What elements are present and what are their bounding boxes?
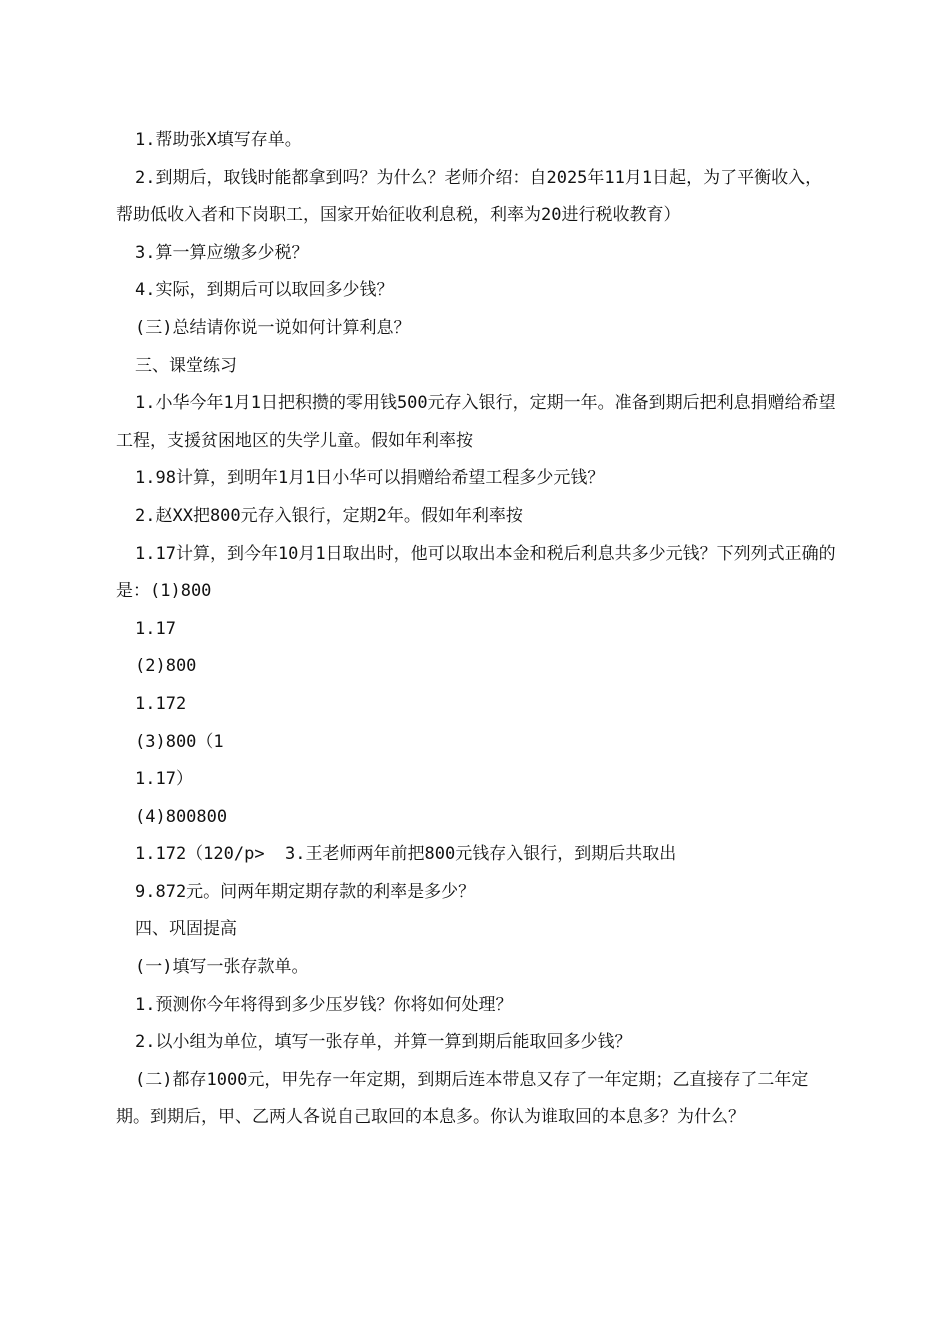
paragraph-exercise-2-cont: 1.17计算，到今年10月1日取出时，他可以取出本金和税后利息共多少元钱？下列列式正确的是：(1)800 xyxy=(116,543,836,602)
paragraph-predict-money: 1.预测你今年将得到多少压岁钱？你将如何处理？ xyxy=(135,994,513,1015)
paragraph-fill-deposit-slip: 1.帮助张X填写存单。 xyxy=(135,130,302,150)
paragraph-option-line: 1.172 xyxy=(135,693,187,714)
paragraph-option-line: (2)800 xyxy=(135,656,197,677)
section-heading-classroom-practice: 三、课堂练习 xyxy=(135,355,237,376)
paragraph-exercise-3: 1.172（120/p> 3.王老师两年前把800元钱存入银行，到期后共取出 xyxy=(135,844,677,865)
paragraph-exercise-1: 1.小华今年1月1日把积攒的零用钱500元存入银行，定期一年。准备到期后把利息捐赠给希望工程，支援贫困地区的失学儿童。假如年利率按 xyxy=(116,393,836,451)
document-body xyxy=(116,122,836,1137)
paragraph-interest-tax-intro: 2.到期后，取钱时能都拿到吗？为什么？老师介绍：自2025年11月1日起，为了平衡收入，帮助低收入者和下岗职工，国家开始征收利息税，利率为20进行税收教育） xyxy=(116,167,823,226)
paragraph-exercise-1-cont: 1.98计算，到明年1月1日小华可以捐赠给希望工程多少元钱？ xyxy=(135,468,605,489)
paragraph-fill-deposit-form: (一)填写一张存款单。 xyxy=(135,957,309,978)
paragraph-exercise-2: 2.赵XX把800元存入银行，定期2年。假如年利率按 xyxy=(135,505,523,526)
paragraph-option-line: 1.17 xyxy=(135,618,176,639)
section-heading-consolidation: 四、巩固提高 xyxy=(135,919,237,940)
paragraph-option-line: 1.17） xyxy=(135,769,193,790)
paragraph-summary: (三)总结请你说一说如何计算利息？ xyxy=(135,317,411,338)
paragraph-compare-deposits: (二)都存1000元，甲先存一年定期，到期后连本带息又存了一年定期；乙直接存了二年定期。到期后，甲、乙两人各说自己取回的本息多。你认为谁取回的本息多？为什么？ xyxy=(116,1069,809,1128)
paragraph-group-deposit: 2.以小组为单位，填写一张存单，并算一算到期后能取回多少钱？ xyxy=(135,1032,632,1053)
paragraph-option-line: (3)800（1 xyxy=(135,731,224,752)
paragraph-actual-return-question: 4.实际，到期后可以取回多少钱？ xyxy=(135,280,394,301)
paragraph-tax-question: 3.算一算应缴多少税？ xyxy=(135,242,309,263)
paragraph-exercise-3-cont: 9.872元。问两年期定期存款的利率是多少？ xyxy=(135,881,476,902)
paragraph-option-line: (4)800800 xyxy=(135,806,228,827)
